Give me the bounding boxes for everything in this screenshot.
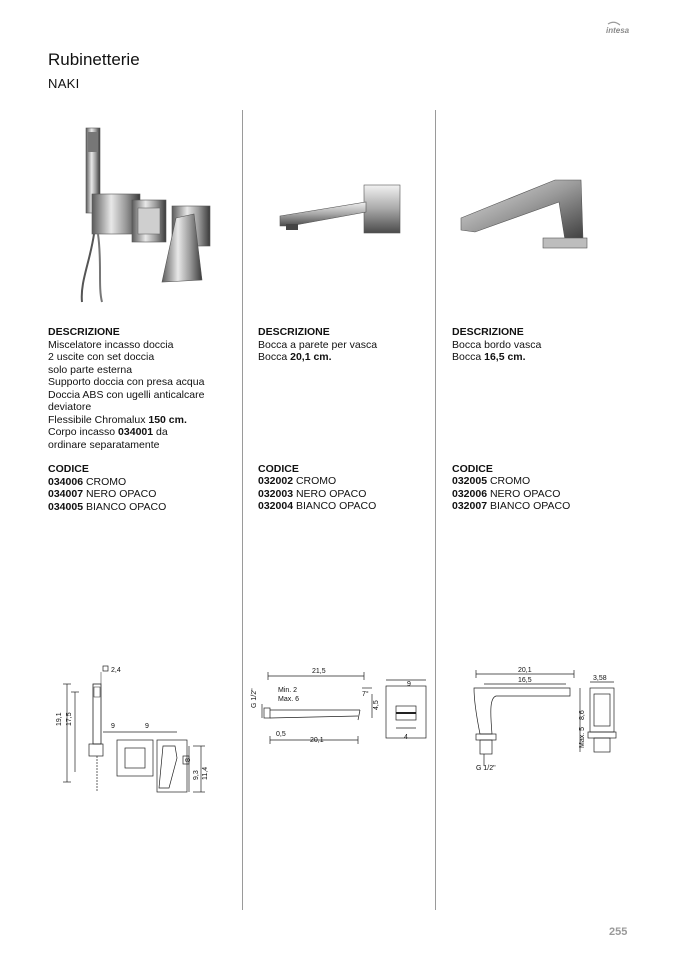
dim-label: G 1/2" — [476, 765, 496, 772]
dim-label: 2,4 — [111, 667, 121, 674]
size-label: Bocca — [258, 351, 291, 363]
code-number: 032003 — [258, 487, 294, 500]
code-finish: CROMO — [293, 475, 337, 487]
description-heading: DESCRIZIONE — [258, 326, 330, 338]
description-line: Doccia ABS con ugelli anticalcare — [48, 388, 205, 401]
description-line: Bocca a parete per vasca — [258, 338, 378, 351]
code-number: 032006 — [452, 487, 488, 500]
dim-label: 9 — [407, 681, 411, 688]
dim-label: 11,4 — [202, 766, 209, 780]
code-row — [452, 488, 642, 501]
code-heading: CODICE — [48, 463, 89, 475]
dim-label: Max. 5 — [579, 726, 586, 748]
size-spec — [452, 351, 642, 364]
product-column-1 — [48, 326, 238, 513]
description-line: solo parte esterna — [48, 363, 133, 376]
code-finish: NERO OPACO — [293, 487, 367, 500]
code-row — [258, 500, 448, 513]
code-finish: BIANCO OPACO — [487, 500, 571, 512]
code-number: 032007 — [452, 500, 488, 512]
dim-label: 17,5 — [66, 712, 73, 726]
technical-drawing-2 — [248, 664, 438, 750]
dim-label: 9 — [111, 723, 115, 730]
code-heading: CODICE — [452, 462, 493, 475]
description-line: ordinare separatamente — [48, 438, 160, 451]
size-spec — [258, 351, 448, 364]
size-value: 20,1 cm. — [290, 351, 332, 363]
dim-label: 3,58 — [593, 675, 607, 682]
code-row — [48, 501, 238, 514]
product-image-wall-spout — [272, 180, 407, 240]
description-line: deviatore — [48, 401, 92, 413]
description-line: Supporto doccia con presa acqua — [48, 376, 205, 388]
technical-drawing-3 — [462, 664, 632, 774]
dim-label: 21,5 — [312, 668, 326, 675]
description-heading: DESCRIZIONE — [452, 326, 524, 338]
code-row — [48, 488, 238, 501]
dim-label: 9,3 — [193, 770, 200, 780]
code-finish: CROMO — [487, 475, 531, 487]
hose-length: 150 cm. — [148, 413, 187, 426]
code-finish: BIANCO OPACO — [293, 500, 377, 512]
code-row — [258, 475, 448, 488]
code-heading: CODICE — [258, 462, 299, 475]
code-number: 032004 — [258, 500, 294, 512]
dim-label: Max. 6 — [278, 696, 300, 703]
code-finish: NERO OPACO — [487, 487, 561, 500]
description-line: Miscelatore incasso doccia — [48, 338, 174, 351]
dim-label: 8,6 — [579, 710, 586, 720]
dim-label: G 1/2" — [251, 688, 258, 708]
code-row — [452, 500, 642, 513]
body-spec — [48, 426, 238, 439]
code-number: 032002 — [258, 475, 294, 487]
product-column-3 — [452, 326, 642, 513]
dim-label: 0,5 — [276, 731, 286, 738]
code-finish: BIANCO OPACO — [83, 500, 167, 513]
product-image-shower-mixer — [72, 122, 222, 304]
body-spec-suffix: da — [153, 426, 168, 438]
description-line: 2 uscite con set doccia — [48, 351, 155, 363]
code-number: 032005 — [452, 475, 488, 487]
description-line: Bocca bordo vasca — [452, 338, 542, 351]
size-value: 16,5 cm. — [484, 351, 526, 363]
dim-label: 4 — [404, 734, 408, 741]
technical-drawing-1 — [55, 662, 215, 802]
page-number: 255 — [609, 926, 628, 938]
code-number: 034005 — [48, 500, 84, 513]
product-image-deck-spout — [455, 174, 595, 254]
dim-label: Min. 2 — [278, 687, 298, 694]
dim-label: 8 — [185, 758, 192, 762]
code-finish: NERO OPACO — [83, 488, 157, 500]
brand-logo — [598, 20, 638, 40]
collection-name: NAKI — [48, 76, 80, 91]
hose-spec-label: Flessibile Chromalux — [48, 413, 149, 426]
size-label: Bocca — [452, 351, 485, 363]
code-row — [452, 475, 642, 488]
column-divider — [242, 110, 243, 910]
dim-label: 16,5 — [518, 677, 532, 684]
page-title: Rubinetterie — [48, 50, 140, 69]
dim-label: 7° — [362, 691, 369, 698]
brand-name: intesa — [606, 26, 630, 35]
dim-label: 20,1 — [310, 737, 324, 744]
code-row — [48, 476, 238, 489]
code-finish: CROMO — [83, 475, 127, 488]
code-number: 034006 — [48, 475, 84, 488]
product-column-2 — [258, 326, 448, 513]
hose-spec — [48, 414, 238, 427]
dim-label: 19,1 — [56, 712, 63, 726]
body-spec-label: Corpo incasso — [48, 426, 119, 438]
code-number: 034007 — [48, 488, 84, 500]
dim-label: 20,1 — [518, 667, 532, 674]
code-row — [258, 488, 448, 501]
body-code: 034001 — [118, 426, 154, 438]
dim-label: 4,5 — [373, 700, 380, 710]
description-heading: DESCRIZIONE — [48, 326, 120, 338]
dim-label: 9 — [145, 723, 149, 730]
